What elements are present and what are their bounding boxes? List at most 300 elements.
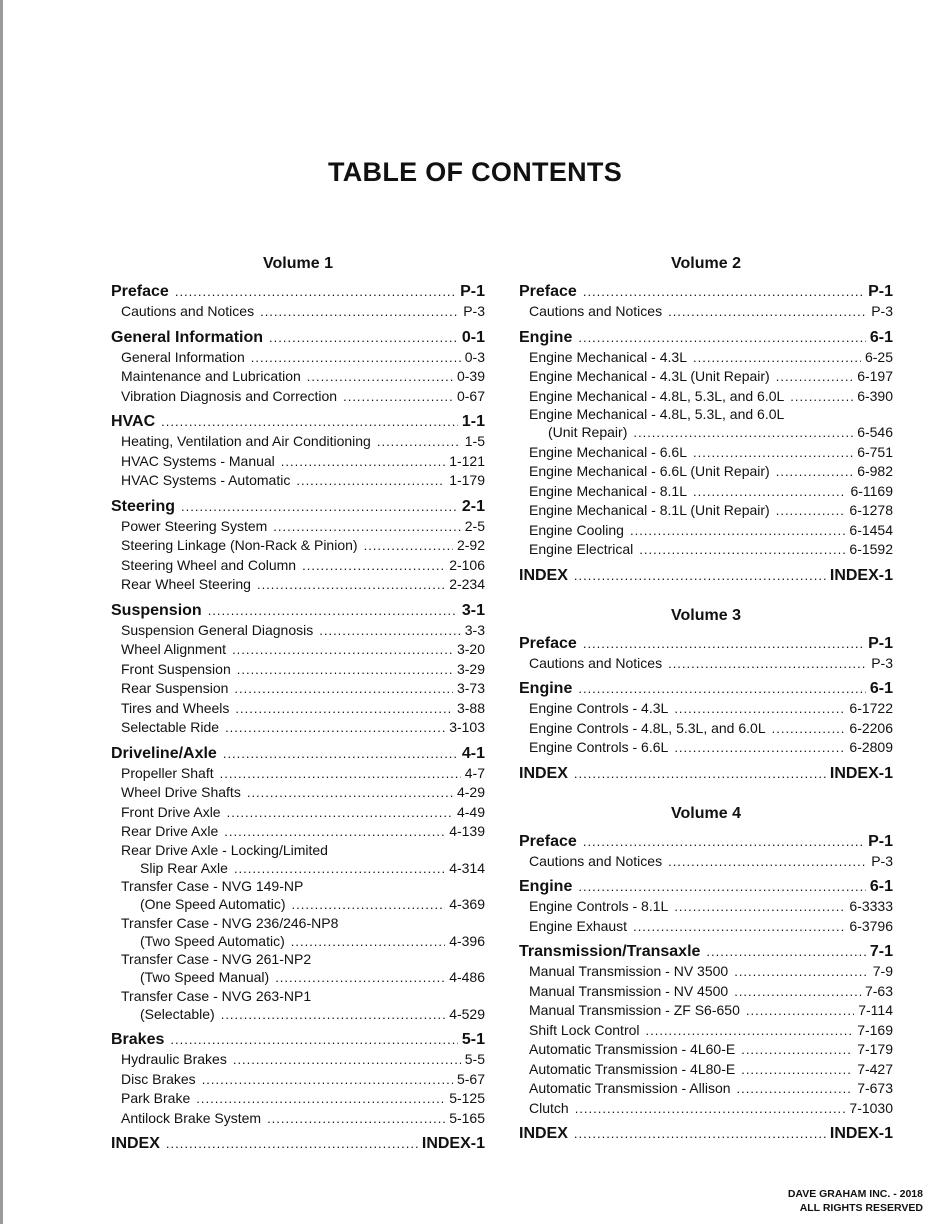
entry-label: (One Speed Automatic) <box>140 896 286 912</box>
page-number: P-3 <box>871 654 893 671</box>
dot-leader <box>633 423 853 443</box>
dot-leader <box>790 387 853 407</box>
entry-label: Maintenance and Lubrication <box>121 368 301 384</box>
dot-leader <box>275 968 445 988</box>
dot-leader <box>776 462 853 482</box>
page-number: 5-125 <box>449 1090 485 1106</box>
page-number: 6-751 <box>857 443 893 460</box>
page-number: 4-7 <box>464 764 485 781</box>
dot-leader <box>630 521 845 541</box>
dot-leader <box>319 621 461 641</box>
toc-entry <box>519 1079 893 1099</box>
page-number: 5-1 <box>461 1031 485 1048</box>
entry-label: Vibration Diagnosis and Correction <box>121 387 338 404</box>
toc-entry <box>519 462 893 482</box>
toc-entry <box>519 348 893 368</box>
page-number: P-1 <box>868 634 893 652</box>
toc-entry <box>519 852 893 872</box>
toc-entry <box>111 432 485 452</box>
page-number: INDEX-1 <box>829 1125 893 1142</box>
section-brakes <box>111 1030 485 1050</box>
toc-entry <box>111 387 485 407</box>
entry-label: Wheel Alignment <box>121 641 227 657</box>
entry-label: (Selectable) <box>140 1005 215 1022</box>
entry-label: Preface <box>519 832 577 850</box>
toc-entry <box>519 982 893 1002</box>
section-preface <box>111 282 485 302</box>
page-number: 6-1 <box>869 328 893 346</box>
page-number: 6-982 <box>857 463 893 479</box>
toc-entry <box>111 471 485 491</box>
page-number: 1-1 <box>461 413 485 430</box>
entry-continuation <box>121 968 485 988</box>
page-number: 7-169 <box>857 1021 893 1038</box>
toc-entry <box>519 367 893 387</box>
page-number: 2-234 <box>449 576 485 592</box>
entry-label: Hydraulic Brakes <box>121 1051 227 1067</box>
entry-label: Automatic Transmission - 4L80-E <box>529 1060 736 1077</box>
entry-label: Preface <box>519 283 577 300</box>
page-number: 7-63 <box>864 982 893 999</box>
toc-entry <box>519 1021 893 1041</box>
entry-label: Clutch <box>529 1099 569 1116</box>
footer-rights: ALL RIGHTS RESERVED <box>799 1202 923 1214</box>
volume-1 <box>111 254 485 1154</box>
entry-continuation <box>121 1005 485 1025</box>
entry-continuation <box>121 895 485 915</box>
page-number: P-1 <box>460 283 485 300</box>
toc-entry <box>111 348 485 368</box>
entry-label: INDEX <box>519 1125 568 1142</box>
entry-label: Manual Transmission - NV 3500 <box>529 963 729 979</box>
toc-entry-multiline <box>111 988 485 1025</box>
entry-label: Engine <box>519 328 573 346</box>
page-number: 6-25 <box>864 348 893 365</box>
section-index <box>519 764 893 784</box>
entry-continuation <box>121 859 485 879</box>
page-number: 1-179 <box>449 472 485 488</box>
page-number: 6-1 <box>869 680 893 697</box>
dot-leader <box>267 1109 445 1129</box>
page-number: 7-427 <box>857 1060 893 1077</box>
page-number: 4-29 <box>456 784 485 800</box>
page-number: 7-1030 <box>849 1099 893 1116</box>
dot-leader <box>574 1124 826 1144</box>
dot-leader <box>161 412 458 432</box>
toc-entry <box>111 621 485 641</box>
toc-entry <box>111 367 485 387</box>
entry-label: Wheel Drive Shafts <box>121 784 241 800</box>
dot-leader <box>260 302 459 322</box>
footer-company: DAVE GRAHAM INC. - 2018 <box>787 1188 923 1200</box>
toc-entry <box>519 302 893 322</box>
entry-label: HVAC Systems - Automatic <box>121 472 291 488</box>
dot-leader <box>575 1099 846 1119</box>
dot-leader <box>574 764 826 784</box>
toc-entry <box>519 1099 893 1119</box>
section-engine <box>519 328 893 348</box>
toc-entry <box>519 540 893 560</box>
dot-leader <box>196 1089 445 1109</box>
page-number: 2-1 <box>461 497 485 515</box>
page-title: TABLE OF CONTENTS <box>327 157 623 187</box>
entry-label: Engine Mechanical - 6.6L (Unit Repair) <box>529 463 770 479</box>
page-number: 7-673 <box>857 1080 893 1096</box>
page-number: 6-2206 <box>849 719 893 736</box>
copyright-footer <box>788 1187 923 1215</box>
dot-leader <box>734 962 869 982</box>
toc-entry <box>519 501 893 521</box>
page-number: 0-67 <box>456 387 485 404</box>
toc-entry <box>111 575 485 595</box>
entry-label: Steering Linkage (Non-Rack & Pinion) <box>121 537 358 553</box>
entry-label: Steering Wheel and Column <box>121 556 297 573</box>
entry-label: Engine Exhaust <box>529 917 628 934</box>
dot-leader <box>235 699 453 719</box>
dot-leader <box>233 1050 461 1070</box>
dot-leader <box>175 282 456 302</box>
toc-entry <box>519 443 893 463</box>
dot-leader <box>364 536 453 556</box>
entry-label: Engine Cooling <box>529 521 624 538</box>
dot-leader <box>257 575 445 595</box>
page-number: 6-1169 <box>850 482 893 499</box>
toc-entry <box>519 738 893 758</box>
entry-label: Antilock Brake System <box>121 1109 262 1126</box>
entry-label: Automatic Transmission - 4L60-E <box>529 1041 736 1057</box>
entry-label: Engine Controls - 8.1L <box>529 898 669 914</box>
dot-leader <box>646 1021 854 1041</box>
page-number: 4-396 <box>449 932 485 949</box>
entry-label: Front Drive Axle <box>121 803 221 820</box>
entry-label: INDEX <box>519 764 568 782</box>
entry-label: Driveline/Axle <box>111 744 217 762</box>
dot-leader <box>247 783 453 803</box>
entry-label: Front Suspension <box>121 660 231 677</box>
volume-heading: Volume 1 <box>263 255 333 272</box>
toc-entry-multiline <box>111 842 485 879</box>
toc-entry <box>111 1089 485 1109</box>
dot-leader <box>741 1060 853 1080</box>
dot-leader <box>772 719 846 739</box>
dot-leader <box>668 302 867 322</box>
entry-label: Preface <box>519 634 577 652</box>
page-number: 4-529 <box>449 1005 485 1022</box>
dot-leader <box>166 1134 418 1154</box>
section-preface <box>519 282 893 302</box>
dot-leader <box>776 501 846 521</box>
dot-leader <box>307 367 453 387</box>
toc-entry <box>111 536 485 556</box>
page-number: 6-546 <box>857 424 893 440</box>
entry-label: Disc Brakes <box>121 1070 196 1087</box>
entry-label: Preface <box>111 283 169 300</box>
dot-leader <box>693 348 861 368</box>
toc-entry <box>519 654 893 674</box>
toc-entry <box>519 1001 893 1021</box>
page-number: P-3 <box>871 303 893 319</box>
page-number: 2-92 <box>456 537 485 553</box>
entry-label: HVAC Systems - Manual <box>121 452 275 469</box>
dot-leader <box>202 1070 453 1090</box>
toc-entry <box>111 718 485 738</box>
entry-label: Engine Controls - 4.3L <box>529 700 669 716</box>
entry-label: Engine Mechanical - 4.3L <box>529 348 687 365</box>
entry-label: Engine Mechanical - 4.8L, 5.3L, and 6.0L <box>529 387 785 404</box>
dot-leader <box>693 482 846 502</box>
toc-entry <box>519 917 893 937</box>
toc-entry <box>111 699 485 719</box>
volume-3 <box>519 606 893 784</box>
toc-entry <box>111 556 485 576</box>
section-index <box>519 1124 893 1144</box>
section-preface <box>519 832 893 852</box>
page-number: 7-114 <box>858 1002 893 1018</box>
dot-leader <box>578 328 866 348</box>
page-number: 4-49 <box>456 803 485 820</box>
entry-label: Tires and Wheels <box>121 699 230 716</box>
entry-label: Selectable Ride <box>121 719 220 735</box>
entry-label: Engine Controls - 6.6L <box>529 739 669 755</box>
page-number: 5-165 <box>449 1109 485 1126</box>
entry-label: General Information <box>111 328 264 346</box>
page-number: INDEX-1 <box>829 764 893 782</box>
entry-label: Engine <box>519 878 573 895</box>
dot-leader <box>251 348 461 368</box>
entry-label: Rear Wheel Steering <box>121 576 251 592</box>
page-number: 4-314 <box>449 859 485 876</box>
page-number: 5-67 <box>456 1070 485 1087</box>
entry-label: Cautions and Notices <box>529 303 663 319</box>
entry-label: Brakes <box>111 1031 165 1048</box>
section-engine <box>519 877 893 897</box>
dot-leader <box>234 859 445 879</box>
page-number: 4-486 <box>449 969 485 985</box>
section-transmission-transaxle <box>519 942 893 962</box>
page-number: INDEX-1 <box>421 1135 485 1152</box>
toc-entry <box>111 302 485 322</box>
toc-entry <box>519 1040 893 1060</box>
toc-entry-multiline <box>111 878 485 915</box>
section-engine <box>519 679 893 699</box>
page-number: 3-88 <box>456 699 485 716</box>
toc-entry <box>519 897 893 917</box>
entry-label: Power Steering System <box>121 517 268 534</box>
page-number: 6-3796 <box>849 917 893 934</box>
entry-label: HVAC <box>111 413 156 430</box>
page-number: 6-1454 <box>849 521 893 538</box>
page-number: INDEX-1 <box>829 566 893 584</box>
section-general-information <box>111 328 485 348</box>
dot-leader <box>181 497 458 517</box>
page-number: 6-1278 <box>849 502 893 518</box>
dot-leader <box>693 443 853 463</box>
toc-entry <box>111 452 485 472</box>
dot-leader <box>208 601 458 621</box>
page-number: 3-1 <box>461 601 485 619</box>
page-number: 1-5 <box>464 433 485 449</box>
dot-leader <box>225 718 445 738</box>
page-number: 1-121 <box>449 452 485 469</box>
left-column <box>111 254 485 1154</box>
entry-label: Transmission/Transaxle <box>519 943 701 960</box>
page-number: 6-1722 <box>849 700 893 716</box>
section-steering <box>111 497 485 517</box>
entry-label: INDEX <box>519 566 568 584</box>
dot-leader <box>281 452 445 472</box>
dot-leader <box>578 877 866 897</box>
toc-entry-multiline <box>519 406 893 443</box>
dot-leader <box>734 982 861 1002</box>
entry-label: Heating, Ventilation and Air Conditioning <box>121 433 371 449</box>
page-number: 3-103 <box>449 719 485 735</box>
toc-entry <box>111 764 485 784</box>
toc-entry <box>519 521 893 541</box>
toc-entry <box>519 1060 893 1080</box>
page-number: P-3 <box>463 303 485 319</box>
toc-entry <box>519 719 893 739</box>
page-number: 3-3 <box>464 621 485 638</box>
volume-heading: Volume 4 <box>671 804 741 822</box>
dot-leader <box>668 654 867 674</box>
toc-entry <box>519 962 893 982</box>
entry-label: Rear Drive Axle - Locking/Limited <box>121 841 328 858</box>
page-number: 6-1592 <box>849 541 893 557</box>
section-index <box>111 1134 485 1154</box>
page-number: 2-5 <box>464 517 485 534</box>
dot-leader <box>269 328 458 348</box>
entry-label: Rear Drive Axle <box>121 823 219 839</box>
dot-leader <box>291 932 445 952</box>
toc-entry <box>111 803 485 823</box>
entry-label: Shift Lock Control <box>529 1021 640 1038</box>
volume-heading: Volume 2 <box>671 255 741 272</box>
entry-label: Cautions and Notices <box>529 654 663 671</box>
entry-label: Cautions and Notices <box>121 303 255 319</box>
entry-label: Automatic Transmission - Allison <box>529 1080 731 1096</box>
dot-leader <box>574 566 826 586</box>
entry-label: (Unit Repair) <box>548 424 628 440</box>
dot-leader <box>674 699 845 719</box>
dot-leader <box>583 282 864 302</box>
entry-label: Transfer Case - NVG 261-NP2 <box>121 951 312 967</box>
dot-leader <box>776 367 853 387</box>
page-number: 6-1 <box>869 878 893 895</box>
dot-leader <box>583 634 864 654</box>
entry-label: Transfer Case - NVG 236/246-NP8 <box>121 914 339 931</box>
entry-label: Slip Rear Axle <box>140 859 228 876</box>
dot-leader <box>237 660 453 680</box>
dot-leader <box>377 432 461 452</box>
page-number: 5-5 <box>464 1051 485 1067</box>
volume-2 <box>519 254 893 586</box>
toc-entry <box>111 1070 485 1090</box>
page-number: 6-390 <box>857 387 893 404</box>
dot-leader <box>302 556 445 576</box>
page-number: 2-106 <box>449 556 485 573</box>
section-suspension <box>111 601 485 621</box>
entry-label: Engine Mechanical - 4.3L (Unit Repair) <box>529 368 770 384</box>
section-hvac <box>111 412 485 432</box>
dot-leader <box>296 471 445 491</box>
entry-label: (Two Speed Automatic) <box>140 932 285 949</box>
page-number: 4-369 <box>449 896 485 912</box>
dot-leader <box>223 744 458 764</box>
entry-label: INDEX <box>111 1135 160 1152</box>
dot-leader <box>741 1040 853 1060</box>
dot-leader <box>578 679 866 699</box>
toc-entry <box>111 1109 485 1129</box>
entry-label: Engine Mechanical - 8.1L <box>529 482 687 499</box>
entry-label: Engine Mechanical - 8.1L (Unit Repair) <box>529 502 770 518</box>
toc-entry <box>111 822 485 842</box>
entry-label: Park Brake <box>121 1090 191 1106</box>
entry-continuation <box>121 932 485 952</box>
dot-leader <box>292 895 446 915</box>
entry-label: Manual Transmission - NV 4500 <box>529 982 729 999</box>
volume-spacer <box>519 784 893 804</box>
entry-label: (Two Speed Manual) <box>140 969 270 985</box>
dot-leader <box>343 387 453 407</box>
dot-leader <box>227 803 453 823</box>
entry-label: Steering <box>111 497 176 515</box>
toc-entry <box>111 660 485 680</box>
page-number: P-1 <box>868 832 893 850</box>
volume-spacer <box>519 586 893 606</box>
toc-entry <box>111 517 485 537</box>
dot-leader <box>674 897 845 917</box>
page-number: 7-179 <box>857 1041 893 1057</box>
toc-entry <box>111 1050 485 1070</box>
page-number: 4-139 <box>449 823 485 839</box>
page-number: P-3 <box>871 852 893 869</box>
entry-label: General Information <box>121 348 245 365</box>
page-number: 3-73 <box>456 680 485 696</box>
page-number: P-1 <box>868 283 893 300</box>
section-index <box>519 566 893 586</box>
page-number: 6-2809 <box>849 739 893 755</box>
entry-label: Engine Mechanical - 4.8L, 5.3L, and 6.0L <box>529 406 785 422</box>
entry-label: Suspension <box>111 601 202 619</box>
dot-leader <box>737 1079 854 1099</box>
entry-label: Manual Transmission - ZF S6-650 <box>529 1002 740 1018</box>
toc-entry-multiline <box>111 951 485 988</box>
page-number: 6-197 <box>857 368 893 384</box>
entry-continuation <box>529 423 893 443</box>
dot-leader <box>639 540 845 560</box>
section-preface <box>519 634 893 654</box>
page-number: 0-3 <box>464 348 485 365</box>
page-number: 6-3333 <box>849 898 893 914</box>
dot-leader <box>668 852 867 872</box>
dot-leader <box>273 517 460 537</box>
page-number: 7-9 <box>872 963 893 979</box>
toc-entry <box>111 640 485 660</box>
toc-entry <box>519 482 893 502</box>
entry-label: Engine Controls - 4.8L, 5.3L, and 6.0L <box>529 719 766 736</box>
page-number: 3-29 <box>456 660 485 677</box>
toc-entry <box>519 699 893 719</box>
entry-label: Engine <box>519 680 573 697</box>
page-number: 0-39 <box>456 368 485 384</box>
entry-label: Transfer Case - NVG 149-NP <box>121 878 304 894</box>
entry-label: Rear Suspension <box>121 680 229 696</box>
page-number: 7-1 <box>869 943 893 960</box>
dot-leader <box>706 942 865 962</box>
entry-label: Cautions and Notices <box>529 852 663 869</box>
dot-leader <box>583 832 864 852</box>
dot-leader <box>232 640 453 660</box>
